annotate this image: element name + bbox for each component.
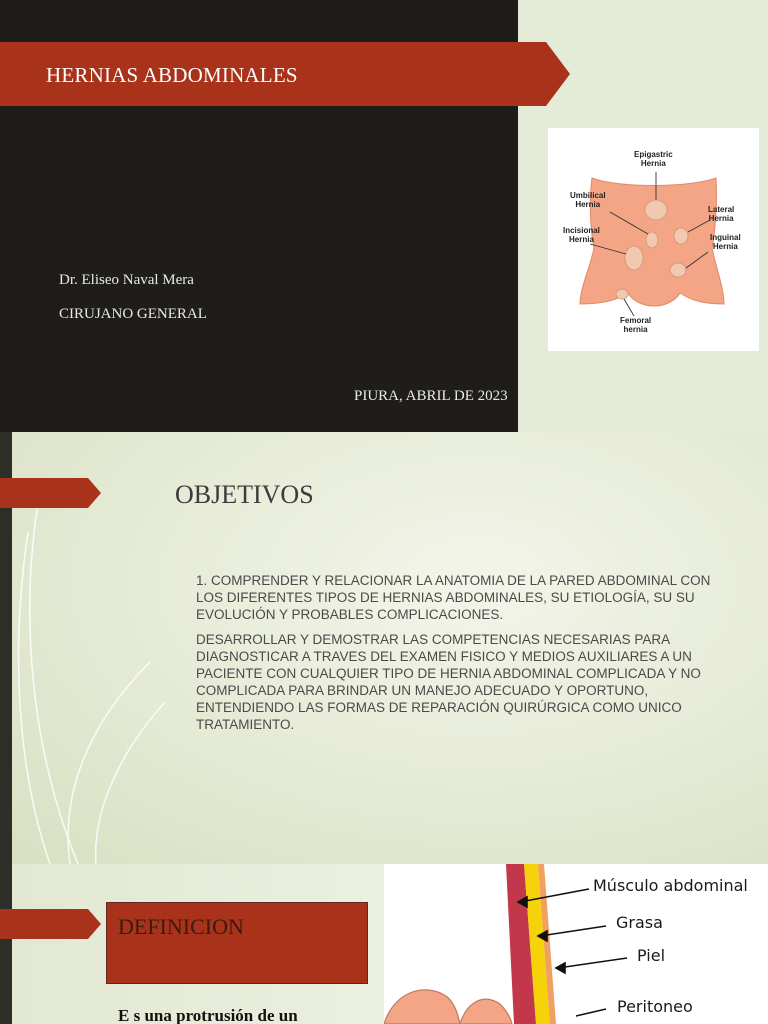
title-slide	[0, 0, 768, 432]
objective-item: 1. COMPRENDER Y RELACIONAR LA ANATOMIA DE LA PARED ABDOMINAL CON LOS DIFERENTES TIPOS DE HERNIAS ABDOMINALES, SU ETIOLOGÍA, SU SU EVOLUCIÓN Y PROBABLES COMPLICACIONES.	[196, 573, 711, 622]
label-incisional-hernia: Incisional Hernia	[563, 226, 600, 244]
left-stripe	[0, 864, 12, 1024]
presentation-date: PIURA, ABRIL DE 2023	[354, 388, 508, 404]
objectives-slide	[0, 432, 768, 864]
objective-item: DESARROLLAR Y DEMOSTRAR LAS COMPETENCIAS NECESARIAS PARA DIAGNOSTICAR A TRAVES DEL EXAMEN FISICO Y MEDIOS AUXILIARES A UN PACIENTE CON CUALQUIER TIPO DE HERNIA ABDOMINAL COMPLICADA Y NO COMPLICADA PARA BRINDAR UN MANEJO ADECUADO Y OPORTUNO, ENTENDIENDO LAS FORMAS DE REPARACIÓN QUIRÚRGICA COMO UNICO TRATAMIENTO.	[196, 632, 701, 732]
author-role: CIRUJANO GENERAL	[59, 306, 207, 322]
label-epigastric-hernia: Epigastric Hernia	[634, 150, 673, 168]
abdominal-wall-illustration	[384, 864, 768, 1024]
definition-text	[118, 1006, 298, 1024]
label-fat: Grasa	[616, 913, 663, 932]
definition-slide	[0, 864, 768, 1024]
presentation-title: HERNIAS ABDOMINALES	[46, 63, 298, 87]
objectives-heading: OBJETIVOS	[175, 480, 314, 509]
definition-heading: DEFINICION	[118, 914, 244, 939]
heading-tab	[0, 478, 101, 508]
definition-sentence: E s una protrusión de un	[118, 1006, 298, 1024]
label-umbilical-hernia: Umbilical Hernia	[570, 191, 606, 209]
author-name: Dr. Eliseo Naval Mera	[59, 272, 194, 288]
label-peritoneum: Peritoneo	[617, 997, 693, 1016]
label-inguinal-hernia: Inguinal Hernia	[710, 233, 741, 251]
label-abdominal-muscle: Músculo abdominal	[593, 876, 748, 895]
heading-tab	[0, 909, 101, 939]
label-lateral-hernia: Lateral Hernia	[708, 205, 735, 223]
label-femoral-hernia: Femoral hernia	[620, 316, 652, 334]
hernia-types-illustration	[548, 128, 759, 351]
label-skin: Piel	[637, 946, 666, 965]
